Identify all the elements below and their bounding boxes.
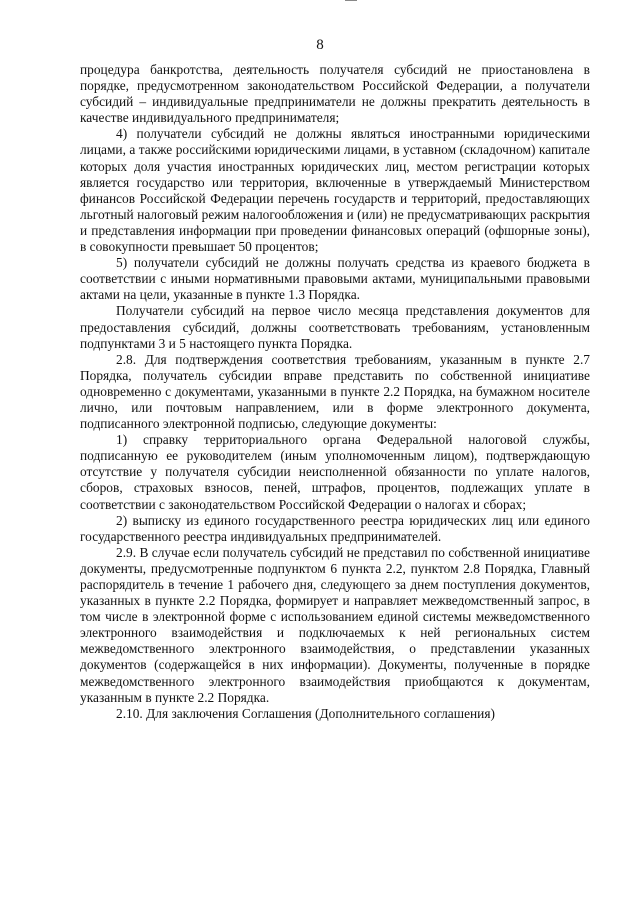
paragraph: 4) получатели субсидий не должны являться иностранными юридическими лицами, а также российскими юридическими лицами, в уставном (складочном) капитале которых доля участия иностранных юридических лиц, местом регистрации которых является государство или территория, включенные в утверждаемый Министерством финансов Российской Федерации перечень государств и территорий, предоставляющих льготный налоговый режим налогообложения и (или) не предусматривающих раскрытия и представления информации при проведении финансовых операций (офшорные зоны), в совокупности превышает 50 процентов; (80, 126, 590, 255)
scan-edge-mark (345, 0, 357, 1)
document-body (80, 62, 590, 722)
paragraph: 2.8. Для подтверждения соответствия требованиям, указанным в пункте 2.7 Порядка, получатель субсидии вправе представить по собственной инициативе одновременно с документами, указанными в пункте 2.2 Порядка, на бумажном носителе лично, или почтовым направлением, или в форме электронного документа, подписанного электронной подписью, следующие документы: (80, 351, 590, 432)
page-number: 8 (316, 37, 324, 53)
paragraph: 1) справку территориального органа Федеральной налоговой службы, подписанную ее руководителем (иным уполномоченным лицом), подтверждающую отсутствие у получателя субсидии неисполненной обязанности по уплате налогов, сборов, страховых взносов, пеней, штрафов, процентов, подлежащих уплате в соответствии с законодательством Российской Федерации о налогах и сборах; (80, 432, 590, 512)
paragraph: 2.9. В случае если получатель субсидий не представил по собственной инициативе документы, предусмотренные подпунктом 6 пункта 2.2, пунктом 2.8 Порядка, Главный распорядитель в течение 1 рабочего дня, следующего за днем поступления документов, указанных в пункте 2.2 Порядка, формирует и направляет межведомственный запрос, в том числе в электронной форме с использованием единой системы межведомственного электронного взаимодействия и подключаемых к ней региональных систем межведомственного электронного взаимодействия, о представлении указанных документов (содержащейся в них информации). Документы, полученные в порядке межведомственного электронного взаимодействия приобщаются к документам, указанным в пункте 2.2 Порядка. (80, 544, 590, 705)
paragraph: Получатели субсидий на первое число месяца представления документов для предоставления субсидий, должны соответствовать требованиям, установленным подпунктами 3 и 5 настоящего пункта Порядка. (80, 303, 590, 351)
paragraph: 5) получатели субсидий не должны получать средства из краевого бюджета в соответствии с иными нормативными правовыми актами, муниципальными правовыми актами на цели, указанные в пункте 1.3 Порядка. (80, 255, 590, 303)
paragraph: 2.10. Для заключения Соглашения (Дополнительного соглашения) (116, 705, 495, 721)
paragraph: процедура банкротства, деятельность получателя субсидий не приостановлена в порядке, предусмотренном законодательством Российской Федерации, а получатели субсидий – индивидуальные предприниматели не должны прекратить деятельность в качестве индивидуального предпринимателя; (80, 62, 590, 126)
paragraph: 2) выписку из единого государственного реестра юридических лиц или единого государственного реестра индивидуальных предпринимателей. (80, 512, 590, 544)
